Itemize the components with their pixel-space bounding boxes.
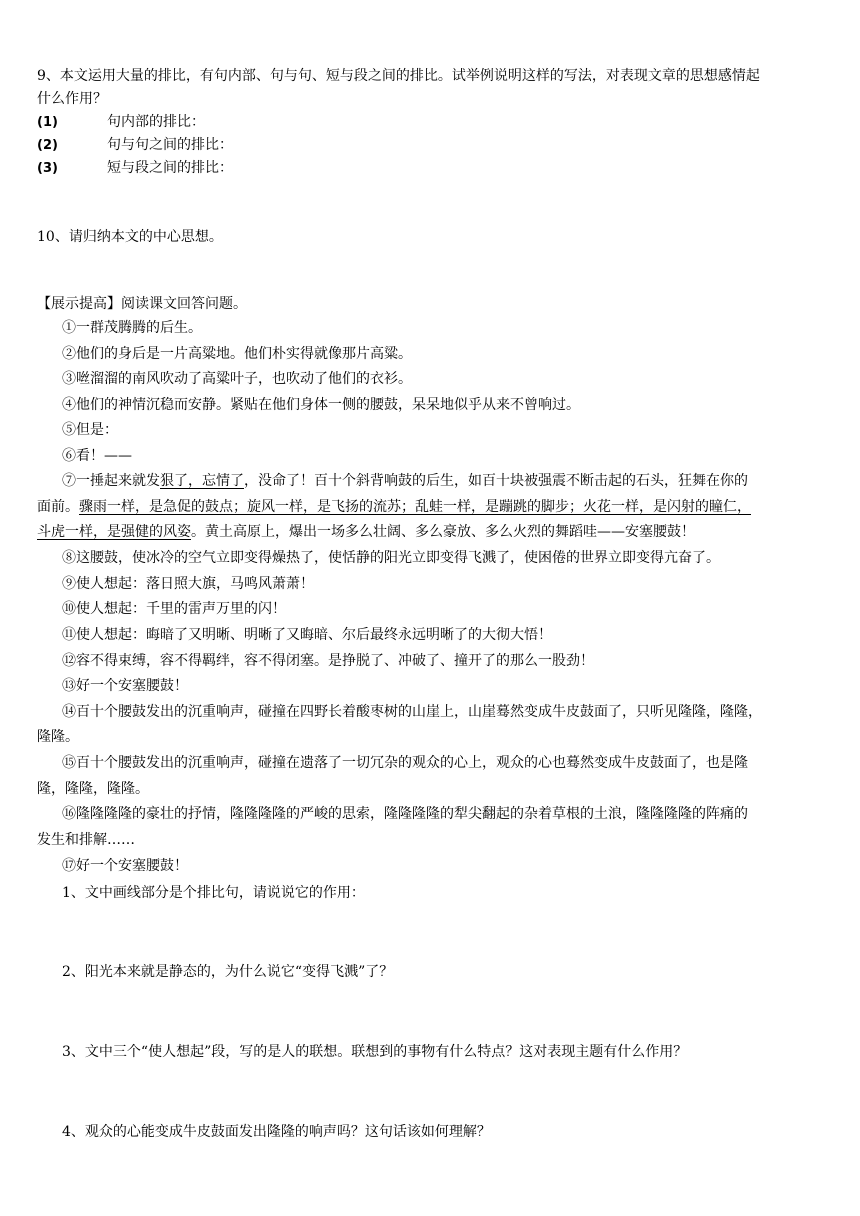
question-9-item-2 — [37, 135, 233, 156]
paragraph-11: ⑪使人想起：晦暗了又明晰、明晰了又晦暗、尔后最终永远明晰了的大彻大悟！ — [62, 627, 552, 643]
paragraph-12: ⑫容不得束缚，容不得羁绊，容不得闭塞。是挣脱了、冲破了、撞开了的那么一股劲！ — [62, 653, 594, 669]
paragraph-7-line-1 — [62, 471, 748, 491]
paragraph-14-line-2: 隆隆。 — [37, 729, 79, 745]
text-segment: ，没命了！百十个斜背响鼓的后生，如百十块被强震不断击起的石头，狂舞在你的 — [244, 473, 748, 489]
underlined-parallelism: 斗虎一样，是强健的风姿 — [37, 524, 191, 540]
item-number: (2) — [37, 138, 58, 153]
paragraph-10: ⑩使人想起：千里的雷声万里的闪！ — [62, 601, 286, 617]
paragraph-13: ⑬好一个安塞腰鼓！ — [62, 678, 188, 694]
paragraph-15-line-1: ⑮百十个腰鼓发出的沉重响声，碰撞在遗落了一切冗杂的观众的心上，观众的心也蓦然变成牛皮鼓面了，也是隆 — [62, 755, 748, 771]
question-2: 2、阳光本来就是静态的，为什么说它“变得飞溅”了？ — [62, 964, 394, 980]
question-9-item-1 — [37, 112, 205, 133]
text-segment: ⑦一捶起来就发 — [62, 473, 160, 489]
paragraph-2: ②他们的身后是一片高粱地。他们朴实得就像那片高粱。 — [62, 346, 412, 362]
item-text: 句与句之间的排比： — [107, 137, 233, 153]
paragraph-15-line-2: 隆，隆隆，隆隆。 — [37, 781, 149, 797]
underlined-text: 狠了，忘情了 — [160, 473, 244, 489]
text-segment: 。黄土高原上，爆出一场多么壮阔、多么豪放、多么火烈的舞蹈哇——安塞腰鼓！ — [191, 524, 695, 540]
paragraph-3: ③咝溜溜的南风吹动了高粱叶子，也吹动了他们的衣衫。 — [62, 371, 412, 387]
question-9-line-1: 9、本文运用大量的排比，有句内部、句与句、短与段之间的排比。试举例说明这样的写法，对表现文章的思想感情起 — [37, 68, 760, 84]
question-9-item-3 — [37, 158, 233, 179]
question-4: 4、观众的心能变成牛皮鼓面发出隆隆的响声吗？这句话该如何理解？ — [62, 1124, 491, 1140]
paragraph-9: ⑨使人想起：落日照大旗，马鸣风萧萧！ — [62, 576, 314, 592]
paragraph-4: ④他们的神情沉稳而安静。紧贴在他们身体一侧的腰鼓，呆呆地似乎从来不曾响过。 — [62, 397, 580, 413]
question-1: 1、文中画线部分是个排比句，请说说它的作用： — [62, 885, 365, 901]
paragraph-16-line-2: 发生和排解…… — [37, 832, 135, 848]
item-text: 句内部的排比： — [107, 114, 205, 130]
paragraph-7-line-2 — [37, 497, 751, 517]
underlined-parallelism: 骤雨一样，是急促的鼓点；旋风一样，是飞扬的流苏；乱蛙一样，是蹦跳的脚步；火花一样，是闪射的瞳仁， — [79, 499, 751, 515]
paragraph-14-line-1: ⑭百十个腰鼓发出的沉重响声，碰撞在四野长着酸枣树的山崖上，山崖蓦然变成牛皮鼓面了，只听见隆隆，隆隆， — [62, 704, 762, 720]
question-9-line-2: 什么作用？ — [37, 91, 107, 107]
paragraph-1: ①一群茂腾腾的后生。 — [62, 320, 202, 336]
paragraph-7-line-3 — [37, 522, 695, 542]
paragraph-17: ⑰好一个安塞腰鼓！ — [62, 858, 188, 874]
paragraph-16-line-1: ⑯隆隆隆隆的豪壮的抒情，隆隆隆隆的严峻的思索，隆隆隆隆的犁尖翻起的杂着草根的土浪，隆隆隆隆的阵痛的 — [62, 806, 748, 822]
item-number: (1) — [37, 115, 58, 130]
question-10: 10、请归纳本文的中心思想。 — [37, 229, 223, 245]
section-header: 【展示提高】阅读课文回答问题。 — [37, 296, 247, 312]
paragraph-5: ⑤但是： — [62, 422, 118, 438]
paragraph-8: ⑧这腰鼓，使冰冷的空气立即变得燥热了，使恬静的阳光立即变得飞溅了，使困倦的世界立即变得亢奋了。 — [62, 550, 720, 566]
item-number: (3) — [37, 161, 58, 176]
text-segment: 面前。 — [37, 499, 79, 515]
paragraph-6: ⑥看！—— — [62, 448, 132, 464]
question-3: 3、文中三个“使人想起”段，写的是人的联想。联想到的事物有什么特点？这对表现主题有什么作用？ — [62, 1044, 688, 1060]
item-text: 短与段之间的排比： — [107, 160, 233, 176]
